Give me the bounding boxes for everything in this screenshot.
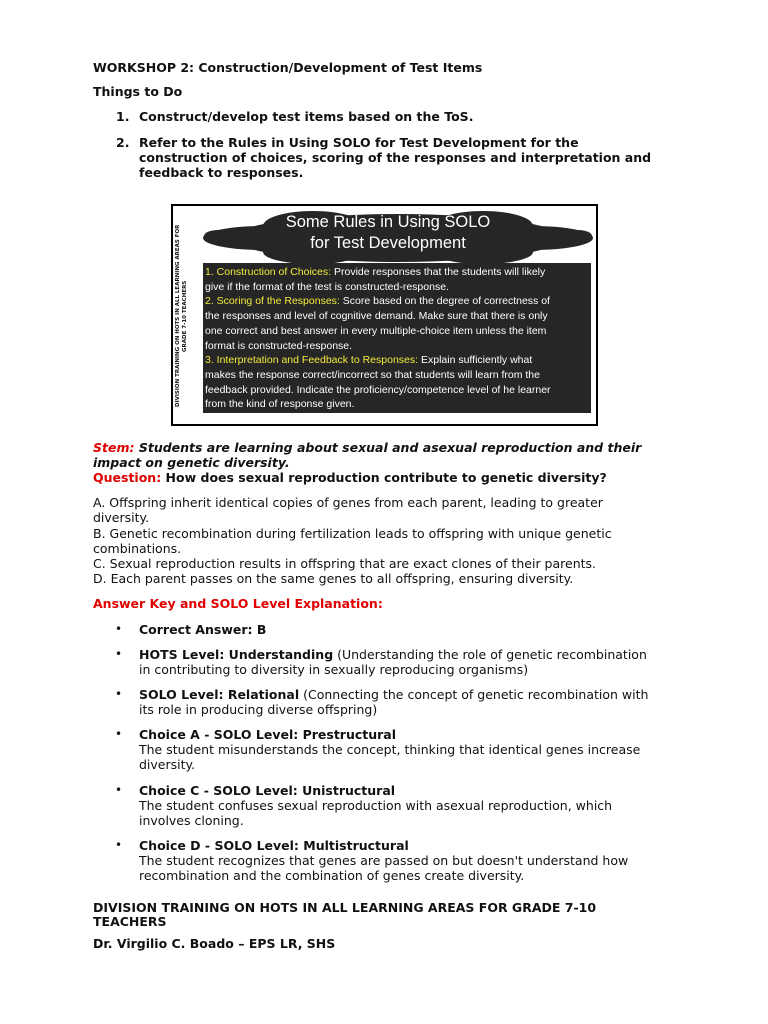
hots-level-line-2: in contributing to diversity in sexually reproducing organisms) [139, 662, 529, 677]
figure-vertical-caption: DIVISION TRAINING ON HOTS IN ALL LEARNING AREAS FOR GRADE 7-10 TEACHERS [175, 224, 188, 408]
choice-a-explanation-line-2: diversity. [139, 757, 196, 772]
task-2-line-3: feedback to responses. [139, 165, 304, 180]
workshop-title: WORKSHOP 2: Construction/Development of Test Items [93, 60, 483, 75]
rule-line [205, 368, 591, 383]
rule-line [205, 265, 591, 280]
figure-title-line-2: for Test Development [310, 234, 466, 252]
question-text: How does sexual reproduction contribute to genetic diversity? [161, 470, 607, 485]
solo-text: (Connecting the concept of genetic recombination with [299, 687, 649, 702]
author-credit: Dr. Virgilio C. Boado – EPS LR, SHS [93, 936, 336, 951]
rule-text: Score based on the degree of correctness of [339, 295, 550, 308]
task-2-line-2: construction of choices, scoring of the responses and interpretation and [139, 150, 652, 165]
choice-c: C. Sexual reproduction results in offspring that are exact clones of their parents. [93, 556, 597, 571]
rules-panel [203, 263, 591, 413]
rule-text: from the kind of response given. [205, 398, 355, 411]
choice-c-explanation-line-1: The student confuses sexual reproduction with asexual reproduction, which [139, 798, 613, 813]
footer-line-1: DIVISION TRAINING ON HOTS IN ALL LEARNING AREAS FOR GRADE 7-10 [93, 900, 597, 915]
task-1-number: 1. [116, 109, 130, 124]
stem-text: Students are learning about sexual and asexual reproduction and their [134, 440, 642, 455]
rule-line [205, 309, 591, 324]
things-to-do-heading: Things to Do [93, 84, 183, 99]
correct-answer: Correct Answer: B [139, 622, 267, 637]
rule-text: format is constructed-response. [205, 339, 353, 352]
rule-line [205, 324, 591, 339]
choice-d-explanation-title: Choice D - SOLO Level: Multistructural [139, 838, 409, 853]
rule-line [205, 397, 591, 412]
figure-title [203, 212, 573, 254]
rule-text: feedback provided. Indicate the proficiency/competence level of he learner [205, 383, 551, 396]
choice-b-line-1: B. Genetic recombination during fertilization leads to offspring with unique genetic [93, 526, 612, 541]
solo-level-line-1 [139, 687, 648, 702]
rule-text: give if the format of the test is constructed-response. [205, 280, 449, 293]
rule-label: 3. Interpretation and Feedback to Responses: [205, 354, 419, 367]
question-label: Question: [93, 470, 162, 485]
rule-text: the responses and level of cognitive demand. Make sure that there is only [205, 310, 548, 323]
choice-a-line-1: A. Offspring inherit identical copies of genes from each parent, leading to greater [93, 495, 603, 510]
bullet: • [115, 647, 123, 661]
choice-d-explanation-line-1: The student recognizes that genes are passed on but doesn't understand how [139, 853, 629, 868]
bullet: • [115, 622, 123, 636]
choice-d-explanation-line-2: recombination and the combination of genes create diversity. [139, 868, 525, 883]
rule-text: Explain sufficiently what [418, 354, 533, 367]
bullet: • [115, 838, 123, 852]
rule-text: one correct and best answer in every multiple-choice item unless the item [205, 324, 547, 337]
rule-text: Provide responses that the students will likely [331, 266, 546, 278]
stem-line-2: impact on genetic diversity. [93, 455, 290, 470]
question [93, 470, 607, 485]
choice-d: D. Each parent passes on the same genes to all offspring, ensuring diversity. [93, 571, 574, 586]
rule-label: 2. Scoring of the Responses: [205, 295, 340, 308]
choice-a-line-2: diversity. [93, 510, 150, 525]
rule-line [205, 353, 591, 368]
solo-level-line-2: its role in producing diverse offspring) [139, 702, 378, 717]
choice-b-line-2: combinations. [93, 541, 182, 556]
rule-line [205, 294, 591, 309]
choice-c-explanation-line-2: involves cloning. [139, 813, 244, 828]
choice-a-explanation-line-1: The student misunderstands the concept, thinking that identical genes increase [139, 742, 641, 757]
choice-a-explanation-title: Choice A - SOLO Level: Prestructural [139, 727, 397, 742]
bullet: • [115, 727, 123, 741]
solo-label: SOLO Level: Relational [139, 687, 300, 702]
stem-label: Stem: [93, 440, 135, 455]
solo-rules-figure [171, 204, 598, 426]
task-2-number: 2. [116, 135, 130, 150]
hots-label: HOTS Level: Understanding [139, 647, 334, 662]
rule-line [205, 339, 591, 354]
stem-line-1 [93, 440, 641, 455]
task-1-text: Construct/develop test items based on the ToS. [139, 109, 474, 124]
bullet: • [115, 783, 123, 797]
bullet: • [115, 687, 123, 701]
footer-line-2: TEACHERS [93, 914, 167, 929]
hots-level-line-1 [139, 647, 647, 662]
task-2-line-1: Refer to the Rules in Using SOLO for Test Development for the [139, 135, 579, 150]
choice-c-explanation-title: Choice C - SOLO Level: Unistructural [139, 783, 396, 798]
rule-line [205, 280, 591, 295]
rule-text: makes the response correct/incorrect so that students will learn from the [205, 368, 540, 381]
rule-line [205, 383, 591, 398]
figure-title-line-1: Some Rules in Using SOLO [285, 213, 491, 231]
rule-label: 1. Construction of Choices: [205, 266, 332, 278]
answer-key-heading: Answer Key and SOLO Level Explanation: [93, 596, 383, 611]
hots-text: (Understanding the role of genetic recombination [333, 647, 647, 662]
